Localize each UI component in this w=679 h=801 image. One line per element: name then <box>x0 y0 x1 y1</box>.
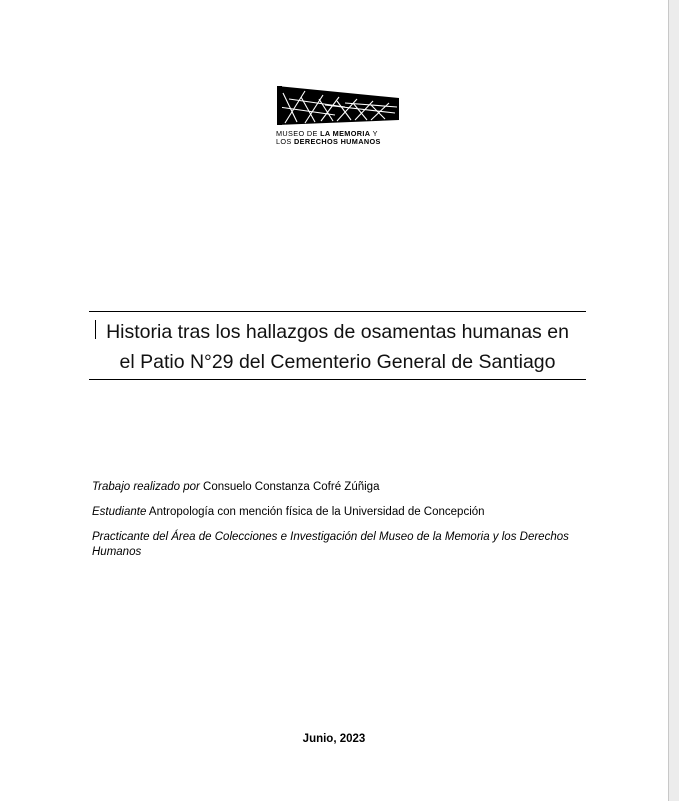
document-date: Junio, 2023 <box>302 733 366 745</box>
title-block <box>89 311 586 380</box>
logo-text-line2: LOS DERECHOS HUMANOS <box>276 137 381 146</box>
logo-text-line1: MUSEO DE LA MEMORIA Y <box>276 129 378 138</box>
museum-logo-graphic <box>275 85 403 129</box>
document-title <box>89 317 586 377</box>
title-line-1: Historia tras los hallazgos de osamentas humanas en <box>106 321 569 343</box>
museum-logo <box>275 85 403 147</box>
internship-line: Practicante del Área de Colecciones e Investigación del Museo de la Memoria y los Derechos Humanos <box>92 531 569 558</box>
student-line: Estudiante Antropología con mención física de la Universidad de Concepción <box>92 506 485 518</box>
author-line: Trabajo realizado por Consuelo Constanza Cofré Zúñiga <box>92 481 380 493</box>
title-line-2: el Patio N°29 del Cementerio General de Santiago <box>119 351 556 373</box>
credits <box>92 480 572 570</box>
viewer-gutter <box>669 0 679 801</box>
